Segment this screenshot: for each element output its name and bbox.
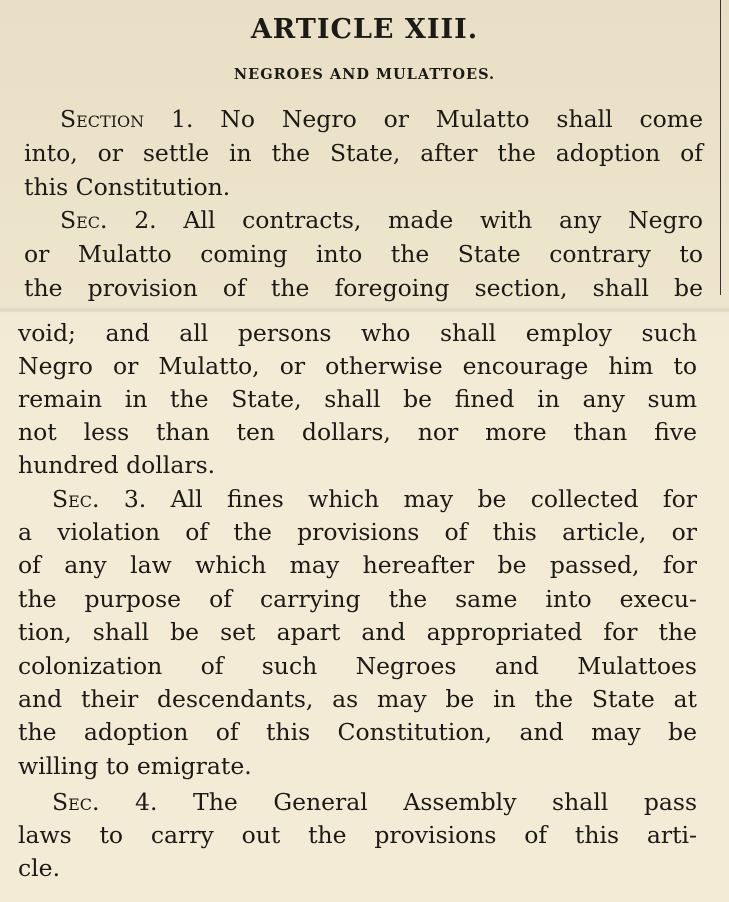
article-title: ARTICLE XIII. xyxy=(250,14,479,45)
text-line xyxy=(18,617,697,647)
upper-fragment xyxy=(0,0,729,312)
line-text: not less than ten dollars, nor more than five xyxy=(18,418,697,446)
line-text: of any law which may hereafter be passed, for xyxy=(18,551,697,579)
text-line xyxy=(18,517,697,547)
text-line xyxy=(18,417,697,447)
line-text: 4. The General Assembly shall pass xyxy=(99,788,697,816)
line-text: the adoption of this Constitution, and may be xyxy=(18,718,697,746)
text-line xyxy=(60,205,703,235)
text-line xyxy=(52,787,697,817)
text-line xyxy=(24,239,703,269)
text-line xyxy=(18,651,697,681)
text-line xyxy=(24,273,703,303)
text-line xyxy=(18,318,697,348)
line-text: this Constitution. xyxy=(24,173,231,201)
line-text: cle. xyxy=(18,854,61,882)
section-lead: Sec. xyxy=(52,485,100,513)
text-line xyxy=(18,351,697,381)
text-line xyxy=(18,820,697,850)
text-line xyxy=(18,450,697,480)
section-lead: Sec. xyxy=(52,788,100,816)
line-text: 3. All fines which may be collected for xyxy=(99,485,697,513)
line-text: a violation of the provisions of this article, or xyxy=(18,518,697,546)
line-text: colonization of such Negroes and Mulattoes xyxy=(18,652,697,680)
line-text: 1. No Negro or Mulatto shall come xyxy=(144,105,703,133)
text-line xyxy=(18,384,697,414)
article-subtitle: NEGROES AND MULATTOES. xyxy=(233,66,496,83)
line-text: void; and all persons who shall employ such xyxy=(18,319,697,347)
line-text: or Mulatto coming into the State contrary to xyxy=(24,240,703,268)
text-line xyxy=(18,684,697,714)
line-text: remain in the State, shall be fined in any sum xyxy=(18,385,697,413)
line-text: Negro or Mulatto, or otherwise encourage him to xyxy=(18,352,697,380)
text-line xyxy=(18,550,697,580)
line-text: into, or settle in the State, after the adoption of xyxy=(24,139,703,167)
section-lead: Sec. xyxy=(60,206,108,234)
lower-fragment xyxy=(0,312,729,902)
text-line xyxy=(24,172,703,202)
text-line xyxy=(18,751,697,781)
line-text: the provision of the foregoing section, shall be xyxy=(24,274,703,302)
line-text: laws to carry out the provisions of this arti- xyxy=(18,821,697,849)
text-line xyxy=(52,484,697,514)
section-lead: Section xyxy=(60,105,145,133)
line-text: 2. All contracts, made with any Negro xyxy=(107,206,703,234)
text-line xyxy=(24,138,703,168)
text-line xyxy=(18,853,697,883)
line-text: the purpose of carrying the same into execu- xyxy=(18,585,697,613)
line-text: hundred dollars. xyxy=(18,451,216,479)
line-text: tion, shall be set apart and appropriated for the xyxy=(18,618,697,646)
text-line xyxy=(18,584,697,614)
line-text: and their descendants, as may be in the State at xyxy=(18,685,697,713)
line-text: willing to emigrate. xyxy=(18,752,252,780)
text-line xyxy=(60,104,703,134)
text-line xyxy=(18,717,697,747)
